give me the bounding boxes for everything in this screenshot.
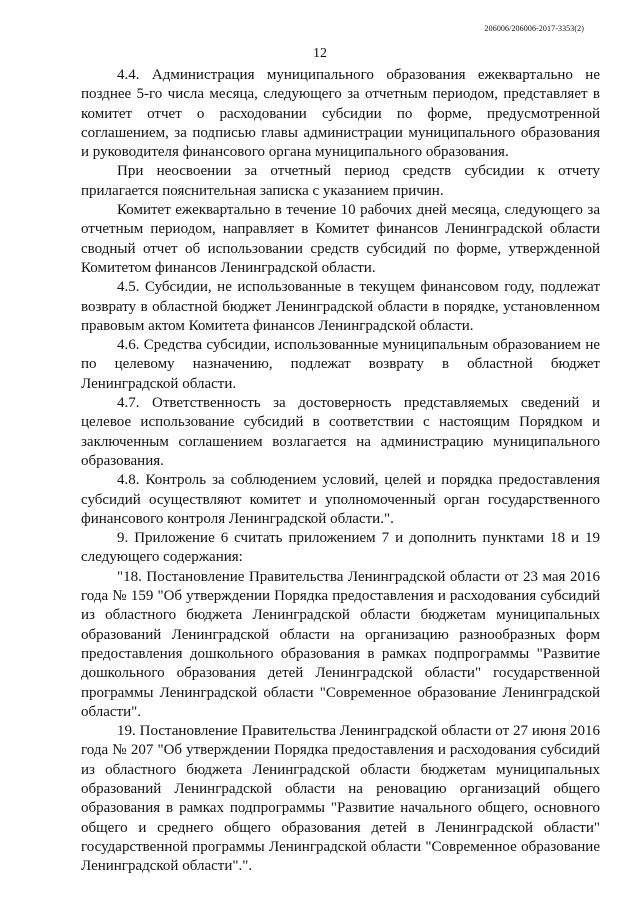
paragraph-19: 19. Постановление Правительства Ленинградской области от 27 июня 2016 года № 207 "Об утверждении Порядка предоставления и расходования субсидий из областного бюджета Ленинградской области бюджетам муниципальных образований Ленинградской области на реновацию организаций общего образования в рамках подпрограммы "Развитие начального общего, основного общего и среднего общего образования детей в Ленинградской области" государственной программы Ленинградской области "Современное образование Ленинградской области".". — [81, 723, 600, 875]
paragraph-4-4: 4.4. Администрация муниципального образования ежеквартально не позднее 5-го числа месяца, следующего за отчетным периодом, представляет в комитет отчет о расходовании субсидии по форме, предусмотренной соглашением, за подписью главы администрации муниципального образования и руководителя финансового органа муниципального образования. — [81, 67, 600, 161]
page-number: 12 — [313, 46, 327, 61]
document-id: 206006/206006-2017-3353(2) — [484, 24, 584, 33]
paragraph-4-6: 4.6. Средства субсидии, использованные муниципальным образованием не по целевому назначению, подлежат возврату в областной бюджет Ленинградской области. — [81, 337, 600, 392]
paragraph-9: 9. Приложение 6 считать приложением 7 и дополнить пунктами 18 и 19 следующего содержания: — [81, 530, 600, 566]
document-body — [81, 66, 600, 876]
paragraph-committee-report: Комитет ежеквартально в течение 10 рабочих дней месяца, следующего за отчетным периодом, направляет в Комитет финансов Ленинградской области сводный отчет об использовании средств субсидий по форме, утвержденной Комитетом финансов Ленинградской области. — [81, 202, 600, 276]
paragraph-18: "18. Постановление Правительства Ленинградской области от 23 мая 2016 года № 159 "Об утверждении Порядка предоставления и расходования субсидий из областного бюджета Ленинградской области бюджетам муниципальных образований Ленинградской области на организацию разнообразных форм предоставления дошкольного образования в рамках подпрограммы "Развитие дошкольного образования детей Ленинградской области" государственной программы Ленинградской области "Современное образование Ленинградской области". — [81, 568, 600, 720]
paragraph-4-8: 4.8. Контроль за соблюдением условий, целей и порядка предоставления субсидий осуществляют комитет и уполномоченный орган государственного финансового контроля Ленинградской области.". — [81, 472, 600, 527]
paragraph-explanatory-note: При неосвоении за отчетный период средств субсидии к отчету прилагается пояснительная записка с указанием причин. — [81, 163, 600, 199]
paragraph-4-5: 4.5. Субсидии, не использованные в текущем финансовом году, подлежат возврату в областной бюджет Ленинградской области в порядке, установленном правовым актом Комитета финансов Ленинградской области. — [81, 279, 600, 334]
paragraph-4-7: 4.7. Ответственность за достоверность представляемых сведений и целевое использование субсидий в соответствии с настоящим Порядком и заключенным соглашением возлагается на администрацию муниципального образования. — [81, 395, 600, 469]
